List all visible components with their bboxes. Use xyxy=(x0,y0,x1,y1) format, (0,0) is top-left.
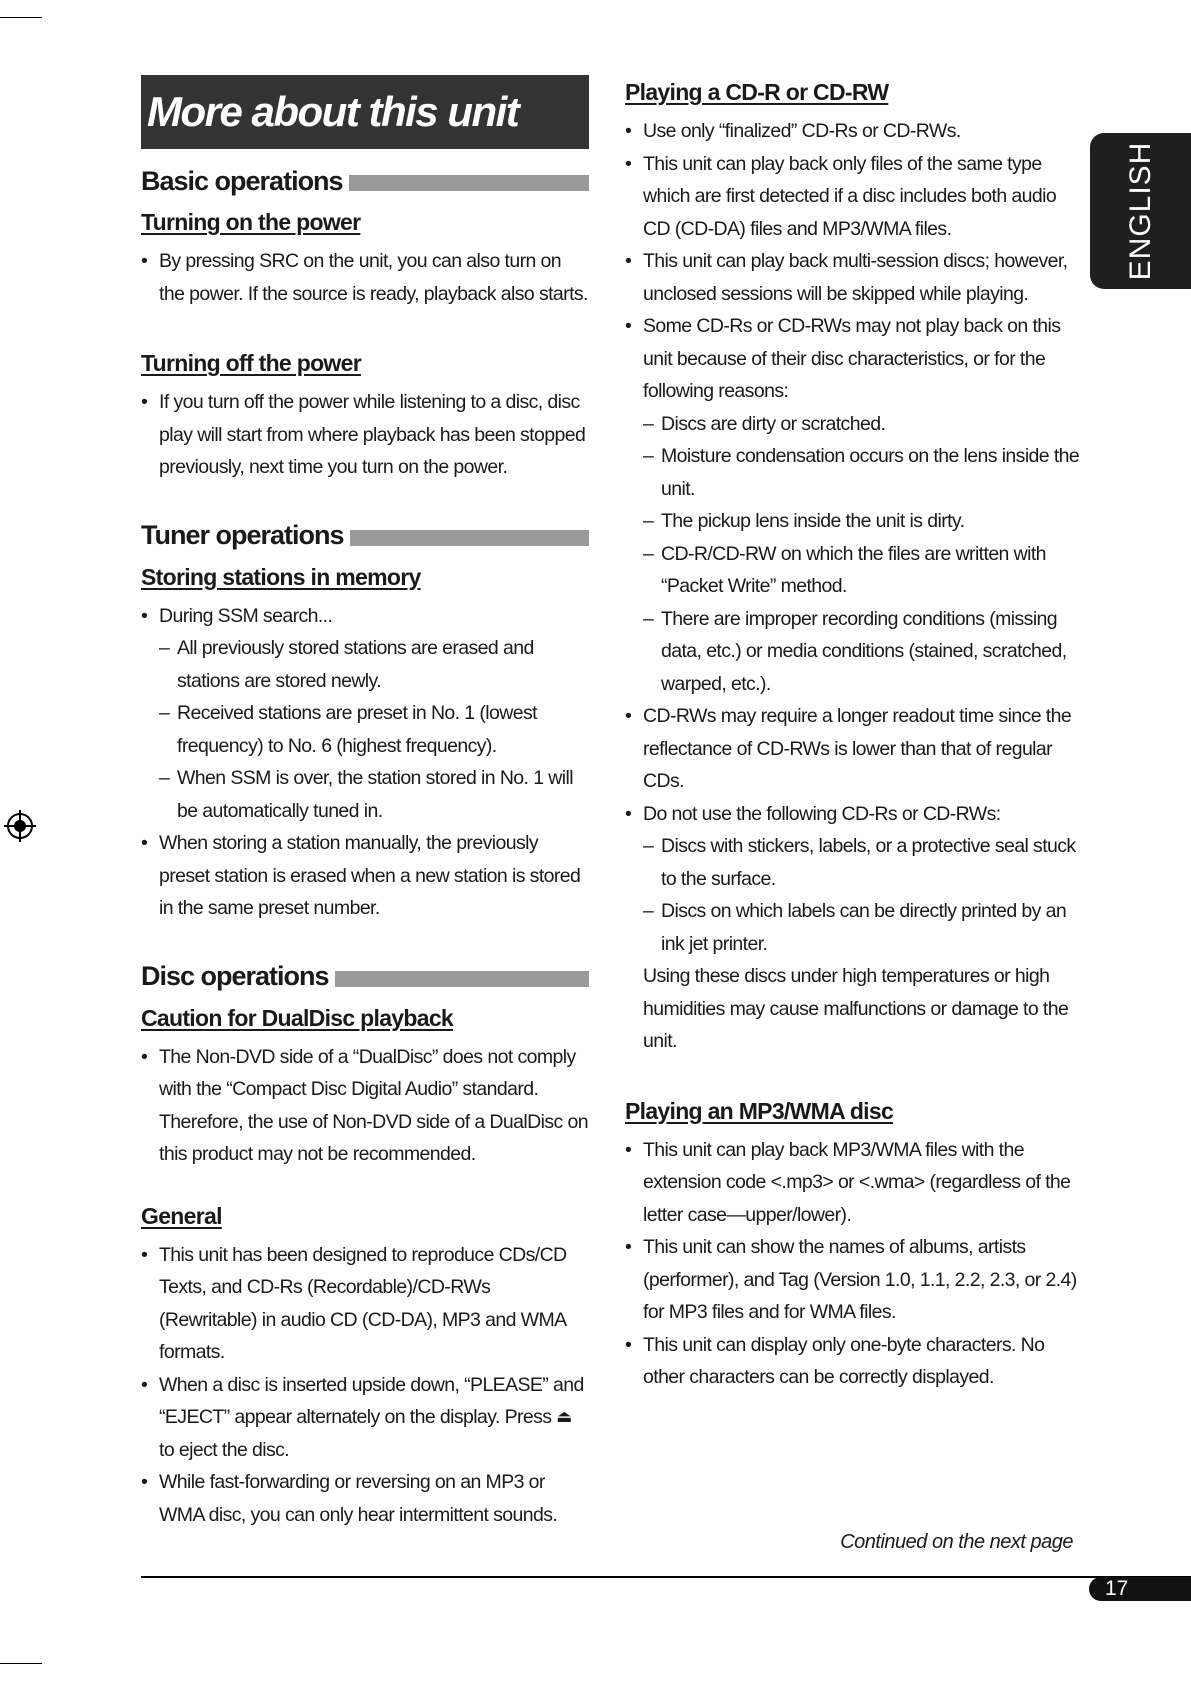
section-basic-operations xyxy=(141,163,589,199)
list-item: • This unit can display only one-byte characters. No other characters can be correctly displayed. xyxy=(625,1329,1080,1394)
list-note: Using these discs under high temperatures or high humidities may cause malfunctions or damage to the unit. xyxy=(643,965,1069,1052)
crop-mark xyxy=(0,17,42,18)
list-item-text: During SSM search... xyxy=(159,604,333,627)
registration-mark-icon xyxy=(4,810,36,842)
page-title: More about this unit xyxy=(141,75,589,149)
subheading-power-on: Turning on the power xyxy=(141,209,361,235)
list-item: • CD-RWs may require a longer readout time since the reflectance of CD-RWs is lower than that of regular CDs. xyxy=(625,700,1080,798)
sub-list-item: – CD-R/CD-RW on which the files are written with “Packet Write” method. xyxy=(643,538,1080,603)
subheading-storing-stations: Storing stations in memory xyxy=(141,563,421,590)
list-item xyxy=(625,310,1080,700)
left-column xyxy=(141,75,589,1531)
sub-list-item: – Discs on which labels can be directly printed by an ink jet printer. xyxy=(643,895,1080,960)
list-item: • This unit has been designed to reproduce CDs/CD Texts, and CD-Rs (Recordable)/CD-RWs (Rewritable) in audio CD (CD-DA), MP3 and WMA formats. xyxy=(141,1239,589,1369)
section-rule xyxy=(335,971,589,987)
sub-list xyxy=(643,830,1080,960)
right-column xyxy=(625,75,1080,1394)
section-heading: Tuner operations xyxy=(141,520,344,550)
list-power-on xyxy=(141,245,589,310)
list-item: • If you turn off the power while listening to a disc, disc play will start from where playback has been stopped previously, next time you turn on the power. xyxy=(141,386,589,484)
sub-list-item: – There are improper recording conditions (missing data, etc.) or media conditions (stained, scratched, warped, etc.). xyxy=(643,603,1080,701)
list-item: • This unit can show the names of albums, artists (performer), and Tag (Version 1.0, 1.1, 2.2, 2.3, or 2.4) for MP3 files and for WMA files. xyxy=(625,1231,1080,1329)
subheading-general: General xyxy=(141,1202,222,1229)
list-power-off xyxy=(141,386,589,484)
section-disc-operations xyxy=(141,959,589,995)
sub-list-item: – The pickup lens inside the unit is dirty. xyxy=(643,505,1080,538)
list-dualdisc xyxy=(141,1041,589,1171)
list-item: • This unit can play back multi-session discs; however, unclosed sessions will be skipped while playing. xyxy=(625,245,1080,310)
language-tab xyxy=(1090,133,1191,289)
list-item-text: to eject the disc. xyxy=(159,1438,290,1461)
footer-rule xyxy=(141,1576,1191,1578)
list-item-text: Do not use the following CD-Rs or CD-RWs: xyxy=(643,802,1001,825)
list-item-text: Some CD-Rs or CD-RWs may not play back on this unit because of their disc characteristics, or for the following reasons: xyxy=(643,315,1061,402)
section-heading: Disc operations xyxy=(141,961,329,991)
list-general xyxy=(141,1239,589,1532)
eject-icon: ⏏ xyxy=(556,1407,572,1426)
list-item: • When storing a station manually, the previously preset station is erased when a new station is stored in the same preset number. xyxy=(141,827,589,925)
language-tab-label: ENGLISH xyxy=(1123,141,1157,281)
sub-list-item: – When SSM is over, the station stored in No. 1 will be automatically tuned in. xyxy=(159,762,589,827)
section-tuner-operations xyxy=(141,518,589,554)
subheading-dualdisc: Caution for DualDisc playback xyxy=(141,1004,453,1031)
section-rule xyxy=(350,530,589,546)
list-item-text: When a disc is inserted upside down, “PLEASE” and “EJECT” appear alternately on the display. Press xyxy=(159,1373,584,1428)
crop-mark xyxy=(0,1663,42,1664)
sub-list-item: – Received stations are preset in No. 1 (lowest frequency) to No. 6 (highest frequency). xyxy=(159,697,589,762)
list-item: • This unit can play back MP3/WMA files with the extension code <.mp3> or <.wma> (regardless of the letter case—upper/lower). xyxy=(625,1134,1080,1232)
section-rule xyxy=(349,175,589,191)
page-number: 17 xyxy=(1089,1577,1191,1601)
list-storing-stations xyxy=(141,600,589,925)
list-item xyxy=(141,1369,589,1467)
list-item: • By pressing SRC on the unit, you can also turn on the power. If the source is ready, playback also starts. xyxy=(141,245,589,310)
list-mp3-wma xyxy=(625,1134,1080,1394)
sub-list-item: – All previously stored stations are erased and stations are stored newly. xyxy=(159,632,589,697)
list-cdr xyxy=(625,115,1080,1058)
sub-list xyxy=(643,408,1080,701)
sub-list xyxy=(159,632,589,827)
subheading-cdr: Playing a CD-R or CD-RW xyxy=(625,79,889,105)
section-heading: Basic operations xyxy=(141,165,343,196)
sub-list-item: – Discs with stickers, labels, or a protective seal stuck to the surface. xyxy=(643,830,1080,895)
subheading-power-off: Turning off the power xyxy=(141,350,361,376)
sub-list-item: – Moisture condensation occurs on the lens inside the unit. xyxy=(643,440,1080,505)
list-item: • While fast-forwarding or reversing on an MP3 or WMA disc, you can only hear intermittent sounds. xyxy=(141,1466,589,1531)
sub-list-item: – Discs are dirty or scratched. xyxy=(643,408,1080,441)
list-item xyxy=(625,798,1080,1058)
continued-note: Continued on the next page xyxy=(840,1531,1073,1553)
list-item: • Use only “finalized” CD-Rs or CD-RWs. xyxy=(625,115,1080,148)
list-item: • The Non-DVD side of a “DualDisc” does not comply with the “Compact Disc Digital Audio” standard. Therefore, the use of Non-DVD side of a DualDisc on this product may not be recommended. xyxy=(141,1041,589,1171)
list-item xyxy=(141,600,589,828)
subheading-mp3-wma: Playing an MP3/WMA disc xyxy=(625,1097,894,1124)
list-item: • This unit can play back only files of the same type which are first detected if a disc includes both audio CD (CD-DA) files and MP3/WMA files. xyxy=(625,148,1080,246)
